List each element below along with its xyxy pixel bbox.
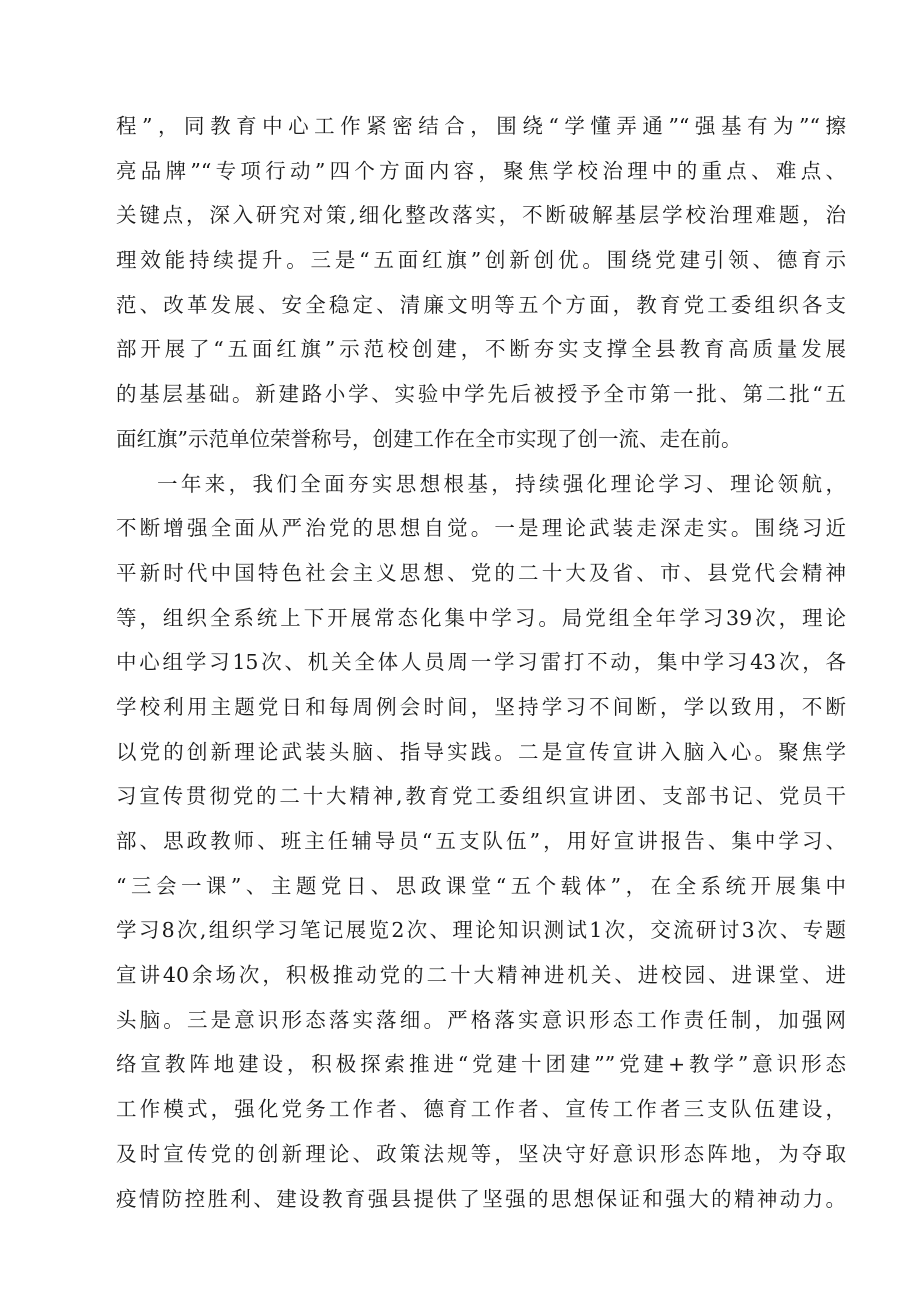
text-line: 不断增强全面从严治党的思想自觉。一是理论武装走深走实。围绕习近 bbox=[116, 516, 846, 541]
text-line: 习宣传贯彻党的二十大精神,教育党工委组织宣讲团、支部书记、党员干 bbox=[116, 784, 846, 809]
text-line: 头脑。三是意识形态落实落细。严格落实意识形态工作责任制，加强网 bbox=[116, 1007, 846, 1032]
text-line: 以党的创新理论武装头脑、指导实践。二是宣传宣讲入脑入心。聚焦学 bbox=[116, 739, 846, 764]
text-line: 学校利用主题党日和每周例会时间，坚持学习不间断，学以致用，不断 bbox=[116, 694, 846, 719]
text-line: 部、思政教师、班主任辅导员“五支队伍”，用好宣讲报告、集中学习、 bbox=[116, 829, 846, 853]
text-line: 程”，同教育中心工作紧密结合，围绕“学懂弄通”“强基有为”“擦 bbox=[116, 114, 846, 138]
text-line: 学习8次,组织学习笔记展览2次、理论知识测试1次，交流研讨3次、专题 bbox=[116, 918, 846, 943]
text-line: 等，组织全系统上下开展常态化集中学习。局党组全年学习39次，理论 bbox=[116, 605, 846, 630]
text-line: 的基层基础。新建路小学、实验中学先后被授予全市第一批、第二批“五 bbox=[116, 382, 846, 407]
text-line: 关键点，深入研究对策,细化整改落实，不断破解基层学校治理难题，治 bbox=[116, 203, 846, 228]
text-line: 宣讲40余场次，积极推动党的二十大精神进机关、进校园、进课堂、进 bbox=[116, 963, 846, 988]
text-line: 理效能持续提升。三是“五面红旗”创新创优。围绕党建引领、德育示 bbox=[116, 248, 846, 273]
text-line: 面红旗”示范单位荣誉称号，创建工作在全市实现了创一流、走在前。 bbox=[116, 426, 742, 451]
text-line: “三会一课”、主题党日、思政课堂“五个载体”，在全系统开展集中 bbox=[116, 873, 846, 898]
text-line: 一年来，我们全面夯实思想根基，持续强化理论学习、理论领航， bbox=[157, 471, 846, 496]
body-text bbox=[116, 104, 846, 1221]
text-line: 及时宣传党的创新理论、政策法规等，坚决守好意识形态阵地，为夺取 bbox=[116, 1141, 846, 1166]
text-line: 亮品牌”“专项行动”四个方面内容，聚焦学校治理中的重点、难点、 bbox=[116, 158, 846, 183]
text-line: 工作模式，强化党务工作者、德育工作者、宣传工作者三支队伍建设， bbox=[116, 1097, 846, 1122]
text-line: 络宣教阵地建设，积极探索推进“党建十团建””党建+教学”意识形态 bbox=[116, 1052, 846, 1077]
text-line: 疫情防控胜利、建设教育强县提供了坚强的思想保证和强大的精神动力。 bbox=[116, 1186, 846, 1211]
text-line: 平新时代中国特色社会主义思想、党的二十大及省、市、县党代会精神 bbox=[116, 560, 846, 585]
text-line: 中心组学习15次、机关全体人员周一学习雷打不动，集中学习43次，各 bbox=[116, 650, 846, 675]
text-line: 范、改革发展、安全稳定、清廉文明等五个方面，教育党工委组织各支 bbox=[116, 292, 846, 317]
text-line: 部开展了“五面红旗”示范校创建，不断夯实支撑全县教育高质量发展 bbox=[116, 337, 846, 362]
